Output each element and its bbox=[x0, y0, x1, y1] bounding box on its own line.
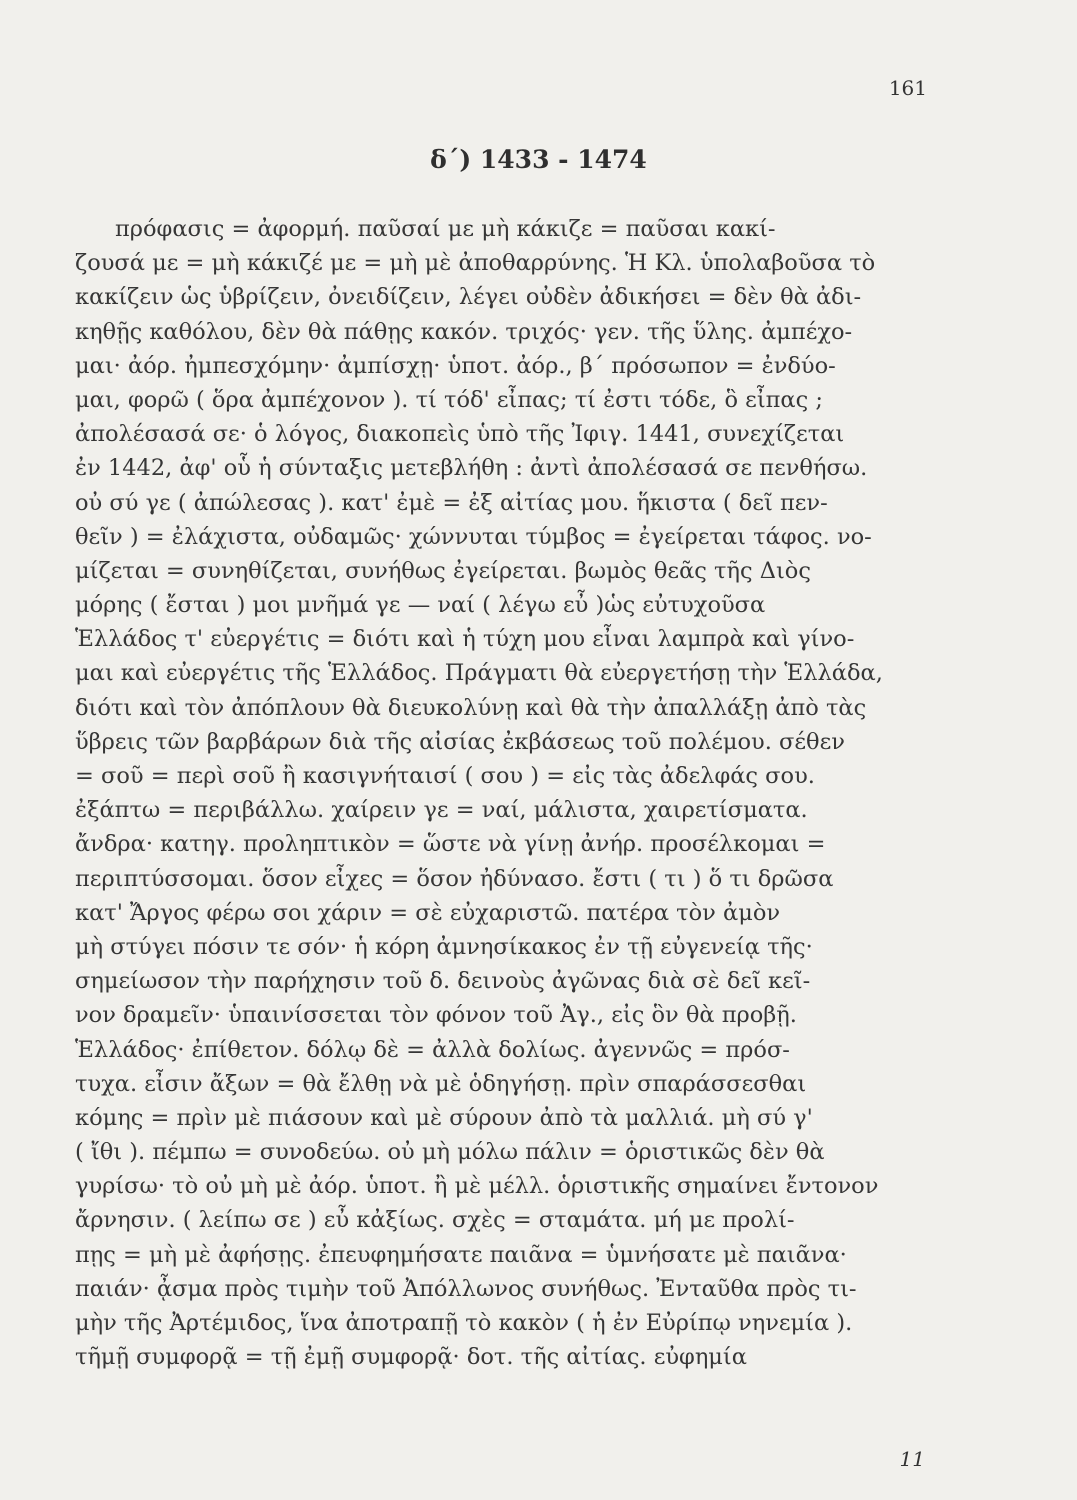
signature-mark: 11 bbox=[899, 1447, 925, 1471]
text-line: τῆμῇ συμφορᾷ = τῇ ἐμῇ συμφορᾷ· δοτ. τῆς αἰτίας. εὐφημία bbox=[75, 1344, 747, 1371]
text-line: παιάν· ᾆσμα πρὸς τιμὴν τοῦ Ἀπόλλωνος συνήθως. Ἐνταῦθα πρὸς τι- bbox=[75, 1275, 857, 1302]
text-line: μαι, φορῶ ( ὅρα ἀμπέχονον ). τί τόδ' εἶπας; τί ἐστι τόδε, ὃ εἶπας ; bbox=[75, 386, 823, 413]
text-line: μὴν τῆς Ἀρτέμιδος, ἵνα ἀποτραπῇ τὸ κακὸν ( ἡ ἐν Εὐρίπῳ νηνεμία ). bbox=[75, 1310, 853, 1336]
text-line: πρόφασις = ἀφορμή. παῦσαί με μὴ κάκιζε = παῦσαι κακί- bbox=[115, 216, 776, 242]
text-line: μὴ στύγει πόσιν τε σόν· ἡ κόρη ἀμνησίκακος ἐν τῇ εὐγενείᾳ τῆς· bbox=[75, 933, 813, 960]
text-line: Ἑλλάδος· ἐπίθετον. δόλῳ δὲ = ἀλλὰ δολίως. ἀγεννῶς = πρόσ- bbox=[75, 1036, 790, 1063]
section-heading: δ΄) 1433 - 1474 bbox=[430, 145, 647, 174]
text-line: μαι· ἀόρ. ἠμπεσχόμην· ἀμπίσχῃ· ὑποτ. ἀόρ., β΄ πρόσωπον = ἐνδύο- bbox=[75, 352, 836, 379]
text-line: ὕβρεις τῶν βαρβάρων διὰ τῆς αἰσίας ἐκβάσεως τοῦ πολέμου. σέθεν bbox=[75, 728, 845, 755]
page-number: 161 bbox=[888, 76, 927, 100]
text-line: σημείωσον τὴν παρήχησιν τοῦ δ. δεινοὺς ἀγῶνας διὰ σὲ δεῖ κεῖ- bbox=[75, 968, 811, 995]
text-line: Ἑλλάδος τ' εὐεργέτις = διότι καὶ ἡ τύχη μου εἶναι λαμπρὰ καὶ γίνο- bbox=[75, 626, 855, 653]
text-line: μαι καὶ εὐεργέτις τῆς Ἑλλάδος. Πράγματι θὰ εὐεργετήσῃ τὴν Ἑλλάδα, bbox=[75, 660, 883, 687]
text-line: περιπτύσσομαι. ὅσον εἶχες = ὅσον ἠδύνασο. ἔστι ( τι ) ὅ τι δρῶσα bbox=[75, 865, 834, 892]
commentary-text bbox=[75, 212, 930, 1374]
text-line: ἀπολέσασά σε· ὁ λόγος, διακοπεὶς ὑπὸ τῆς Ἰφιγ. 1441, συνεχίζεται bbox=[75, 421, 845, 448]
text-line: ( ἴθι ). πέμπω = συνοδεύω. οὐ μὴ μόλω πάλιν = ὁριστικῶς δὲν θὰ bbox=[75, 1139, 825, 1166]
text-line: νον δραμεῖν· ὑπαινίσσεται τὸν φόνον τοῦ Ἀγ., εἰς ὃν θὰ προβῇ. bbox=[75, 1002, 797, 1029]
text-line: θεῖν ) = ἐλάχιστα, οὐδαμῶς· χώννυται τύμβος = ἐγείρεται τάφος. νο- bbox=[75, 523, 872, 550]
text-line: ἄρνησιν. ( λείπω σε ) εὖ κἀξίως. σχὲς = σταμάτα. μή με προλί- bbox=[75, 1207, 795, 1234]
text-line: κατ' Ἄργος φέρω σοι χάριν = σὲ εὐχαριστῶ. πατέρα τὸν ἀμὸν bbox=[75, 899, 781, 926]
text-line: ἄνδρα· κατηγ. προληπτικὸν = ὥστε νὰ γίνῃ ἀνήρ. προσέλκομαι = bbox=[75, 831, 826, 858]
text-line: ζουσά με = μὴ κάκιζέ με = μὴ μὲ ἀποθαρρύνης. Ἡ Κλ. ὑπολαβοῦσα τὸ bbox=[75, 250, 876, 277]
text-line: διότι καὶ τὸν ἀπόπλουν θὰ διευκολύνῃ καὶ θὰ τὴν ἀπαλλάξῃ ἀπὸ τὰς bbox=[75, 694, 867, 721]
text-line: κακίζειν ὡς ὑβρίζειν, ὀνειδίζειν, λέγει οὐδὲν ἀδικήσει = δὲν θὰ ἀδι- bbox=[75, 284, 862, 311]
text-line: = σοῦ = περὶ σοῦ ἢ κασιγνήταισί ( σου ) = εἰς τὰς ἀδελφάς σου. bbox=[75, 763, 815, 789]
text-line: ἐξάπτω = περιβάλλω. χαίρειν γε = ναί, μάλιστα, χαιρετίσματα. bbox=[75, 797, 808, 824]
text-line: πῃς = μὴ μὲ ἀφήσῃς. ἐπευφημήσατε παιᾶνα = ὑμνήσατε μὲ παιᾶνα· bbox=[75, 1241, 847, 1268]
text-line: τυχα. εἶσιν ἄξων = θὰ ἔλθῃ νὰ μὲ ὁδηγήσῃ. πρὶν σπαράσσεσθαι bbox=[75, 1070, 807, 1097]
text-line: κόμης = πρὶν μὲ πιάσουν καὶ μὲ σύρουν ἀπὸ τὰ μαλλιά. μὴ σύ γ' bbox=[75, 1104, 813, 1131]
text-line: γυρίσω· τὸ οὐ μὴ μὲ ἀόρ. ὑποτ. ἢ μὲ μέλλ. ὁριστικῆς σημαίνει ἔντονον bbox=[75, 1173, 879, 1200]
text-line: μίζεται = συνηθίζεται, συνήθως ἐγείρεται. βωμὸς θεᾶς τῆς Διὸς bbox=[75, 557, 811, 584]
text-line: ἐν 1442, ἀφ' οὗ ἡ σύνταξις μετεβλήθη : ἀντὶ ἀπολέσασά σε πενθήσω. bbox=[75, 455, 868, 482]
text-line: κηθῇς καθόλου, δὲν θὰ πάθῃς κακόν. τριχός· γεν. τῆς ὕλης. ἀμπέχο- bbox=[75, 318, 853, 345]
text-line: μόρης ( ἔσται ) μοι μνῆμά γε — ναί ( λέγω εὖ )ὡς εὐτυχοῦσα bbox=[75, 592, 766, 619]
text-line: οὐ σύ γε ( ἀπώλεσας ). κατ' ἐμὲ = ἐξ αἰτίας μου. ἥκιστα ( δεῖ πεν- bbox=[75, 489, 828, 516]
